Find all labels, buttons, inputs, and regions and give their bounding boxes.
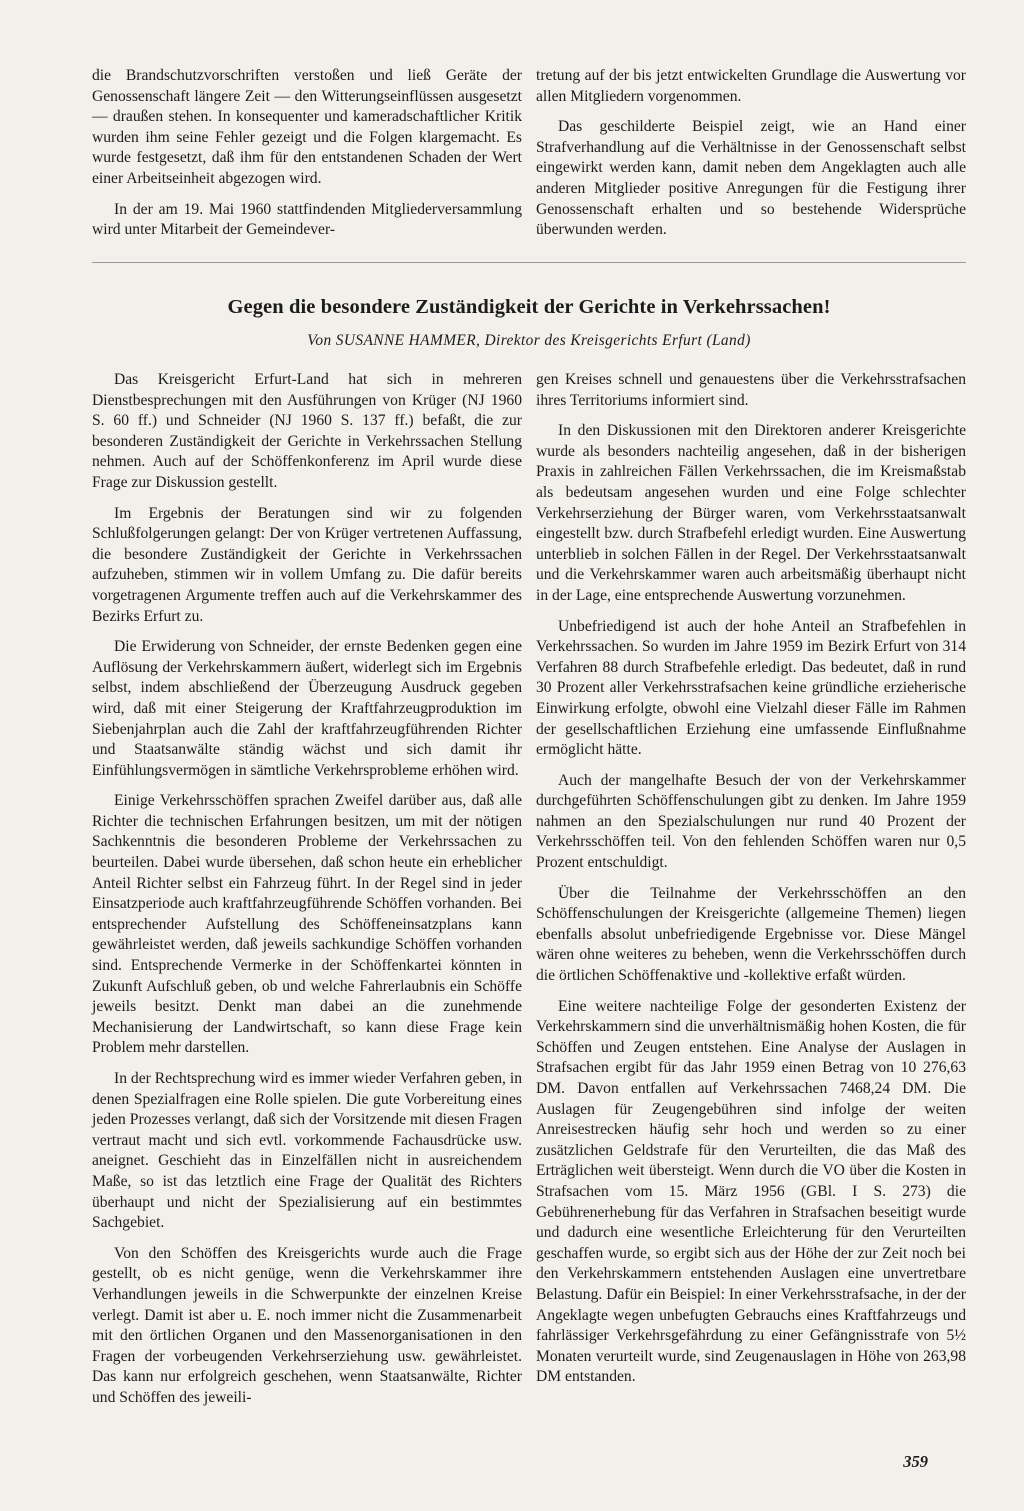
paragraph: Einige Verkehrsschöffen sprachen Zweifel darüber aus, daß alle Richter die technischen Erfahrungen besitzen, um mit der nötigen Sachkenntnis die besonderen Probleme der Verkehrssachen zu beurteilen. Dabei wurde übersehen, daß schon heute ein erheblicher Anteil Richter selbst ein Fahrzeug führt. In der Regel sind in jeder Einsatzperiode auch kraftfahrzeugführende Schöffen vorhanden. Bei entsprechender Aufstellung des Schöffeneinsatzplans kann gewährleistet werden, daß jeweils sachkundige Schöffen vorhanden sind. Entsprechende Vermerke in der Schöffenkartei könnten in Zukunft Aufschluß geben, ob und welche Fahrerlaubnis ein Schöffe jeweils besitzt. Denkt man dabei an die zunehmende Mechanisierung der Landwirtschaft, so kann diese Frage kein Problem mehr darstellen. <box>92 792 522 1057</box>
paragraph: Von den Schöffen des Kreisgerichts wurde auch die Frage gestellt, ob es nicht genüge, wenn die Verkehrskammer ihre Verhandlungen jeweils in die Schwerpunkte der einzelnen Kreise verlegt. Damit ist aber u. E. noch immer nicht die Zusammenarbeit mit den örtlichen Organen und den Massenorganisationen in den Fragen der vorbeugenden Verkehrserziehung usw. gewährleistet. Das kann nur erfolgreich geschehen, wenn Staatsanwälte, Richter und Schöffen des jeweili- <box>92 1244 522 1406</box>
paragraph: gen Kreises schnell und genauestens über die Verkehrsstrafsachen ihres Territoriums informiert sind. <box>536 371 966 409</box>
paragraph: In der Rechtsprechung wird es immer wieder Verfahren geben, in denen Spezialfragen eine Rolle spielen. Die gute Vorbereitung eines jeden Prozesses verlangt, daß sich der Vorsitzende mit diesen Fragen vertraut macht und sich evtl. vorkommende Fachausdrücke usw. aneignet. Geschieht das in Einzelfällen nicht in ausreichendem Maße, so ist das letztlich eine Frage der Qualität des Richters überhaupt und nicht der Spezialisierung auf ein bestimmtes Sachgebiet. <box>92 1070 522 1232</box>
page-number: 359 <box>903 1452 928 1471</box>
paragraph: Die Erwiderung von Schneider, der ernste Bedenken gegen eine Auflösung der Verkehrskammern äußert, widerlegt sich im Ergebnis selbst, indem abschließend der Überzeugung Ausdruck gegeben wird, daß mit einer Steigerung der Kraftfahrzeugproduktion im Siebenjahrplan auch die Zahl der kraftfahrzeugführenden Richter und Staatsanwälte ständig wächst und sich damit ihr Einfühlungsvermögen in sämtliche Verkehrsprobleme erhöhen wird. <box>92 638 522 779</box>
paragraph: Über die Teilnahme der Verkehrsschöffen an den Schöffenschulungen der Kreisgerichte (allgemeine Themen) liegen ebenfalls absolut unbefriedigende Ergebnisse vor. Diese Mängel wären ohne weiteres zu beheben, wenn die Verkehrsschöffen durch die örtlichen Schöffenaktive und -kollektive erfaßt würden. <box>536 884 966 985</box>
paragraph: tretung auf der bis jetzt entwickelten Grundlage die Auswertung vor allen Mitgliedern vorgenommen. <box>536 67 966 105</box>
paragraph: Eine weitere nachteilige Folge der gesonderten Existenz der Verkehrskammern sind die unverhältnismäßig hohen Kosten, die für Schöffen und Zeugen entstehen. Eine Analyse der Auslagen in Strafsachen ergibt für das Jahr 1959 einen Betrag von 10 276,63 DM. Davon entfallen auf Verkehrssachen 7468,24 DM. Die Auslagen für Zeugengebühren sind infolge der weiten Anreisestrecken häufig sehr hoch und werden so zu einer zusätzlichen Geldstrafe für den Verurteilten, die das Maß des Erträglichen weit übersteigt. Wenn durch die VO über die Kosten in Strafsachen vom 15. März 1956 (GBl. I S. 273) die Gebührenerhebung für das Verfahren in Strafsachen beseitigt wurde und dadurch eine wesentliche Erleichterung für den Verurteilten geschaffen wurde, so ergibt sich aus der Höhe der zur Zeit noch bei den Verkehrskammern entstehenden Auslagen eine unvertretbare Belastung. Dafür ein Beispiel: In einer Verkehrsstrafsache, in der der Angeklagte wegen unbefugten Gebrauchs eines Kraftfahrzeugs und fahrlässiger Verkehrsgefährdung zu einer Gefängnisstrafe von 5½ Monaten verurteilt wurde, sind Zeugenauslagen in Höhe von 263,98 DM entstanden. <box>536 997 966 1386</box>
article-byline: Von SUSANNE HAMMER, Direktor des Kreisgerichts Erfurt (Land) <box>307 332 751 349</box>
article-columns <box>92 370 966 1419</box>
paragraph: Das geschilderte Beispiel zeigt, wie an Hand einer Strafverhandlung auf die Verhältnisse in der Genossenschaft selbst eingewirkt werden kann, damit neben dem Angeklagten auch alle anderen Mitglieder positive Anregungen für die Festigung ihrer Genossenschaft erhalten und so bestehende Widersprüche überwunden werden. <box>536 118 966 239</box>
continued-article-columns <box>92 66 966 251</box>
paragraph: die Brandschutzvorschriften verstoßen und ließ Geräte der Genossenschaft längere Zeit — den Witterungseinflüssen ausgesetzt — draußen stehen. In konsequenter und kameradschaftlicher Kritik wurden ihm seine Fehler gezeigt und die Folgen klargemacht. Es wurde festgesetzt, daß ihm für den entstandenen Schaden der Wert einer Arbeitseinheit abgezogen wird. <box>92 67 522 187</box>
top-left-column <box>92 66 522 251</box>
paragraph: Unbefriedigend ist auch der hohe Anteil an Strafbefehlen in Verkehrssachen. So wurden im Jahre 1959 im Bezirk Erfurt von 314 Verfahren 88 durch Strafbefehle erledigt. Das bedeutet, daß in rund 30 Prozent aller Verkehrsstrafsachen keine gründliche erzieherische Einwirkung erfolgte, obwohl eine Vielzahl dieser Fälle im Rahmen der gesellschaftlichen Erziehung eine umfassende Einflußnahme ermöglicht hätte. <box>536 617 966 759</box>
paragraph: Das Kreisgericht Erfurt-Land hat sich in mehreren Dienstbesprechungen mit den Ausführungen von Krüger (NJ 1960 S. 60 ff.) und Schneider (NJ 1960 S. 137 ff.) befaßt, die zur besonderen Zuständigkeit der Gerichte in Verkehrssachen Stellung nehmen. Auch auf der Schöffenkonferenz im April wurde diese Frage zur Diskussion gestellt. <box>92 371 522 491</box>
paragraph: Auch der mangelhafte Besuch der von der Verkehrskammer durchgeführten Schöffenschulungen gibt zu denken. Im Jahre 1959 nahmen an den Spezialschulungen nur rund 40 Prozent der Verkehrsschöffen teil. Von den fehlenden Schöffen waren nur 0,5 Prozent entschuldigt. <box>536 771 966 872</box>
main-left-column <box>92 370 522 1419</box>
paragraph: Im Ergebnis der Beratungen sind wir zu folgenden Schlußfolgerungen gelangt: Der von Krüger vertretenen Auffassung, die besondere Zuständigkeit der Gerichte in Verkehrssachen aufzuheben, stimmen wir in vollem Umfang zu. Die dafür bereits vorgetragenen Argumente treffen auch auf die Verkehrskammer des Bezirks Erfurt zu. <box>92 504 522 625</box>
paragraph: In den Diskussionen mit den Direktoren anderer Kreisgerichte wurde als besonders nachteilig angesehen, daß in der bisherigen Praxis in zahlreichen Fällen Verkehrssachen, die im Kreismaßstab als bedeutsam angesehen wurden und eine Folge schlechter Verkehrserziehung der Bürger waren, vom Verkehrsstaatsanwalt eingestellt bzw. durch Strafbefehl erledigt wurden. Eine Auswertung unterblieb in solchen Fällen in der Regel. Der Verkehrsstaatsanwalt und die Verkehrskammer waren auch arbeitsmäßig überhaupt nicht in der Lage, eine entsprechende Auswertung vorzunehmen. <box>536 422 966 604</box>
paragraph: In der am 19. Mai 1960 stattfindenden Mitgliederversammlung wird unter Mitarbeit der Gemeindever- <box>92 200 522 239</box>
main-right-column <box>536 370 966 1419</box>
article-title: Gegen die besondere Zuständigkeit der Gerichte in Verkehrssachen! <box>227 296 831 318</box>
section-divider <box>92 262 966 263</box>
top-right-column <box>536 66 966 251</box>
